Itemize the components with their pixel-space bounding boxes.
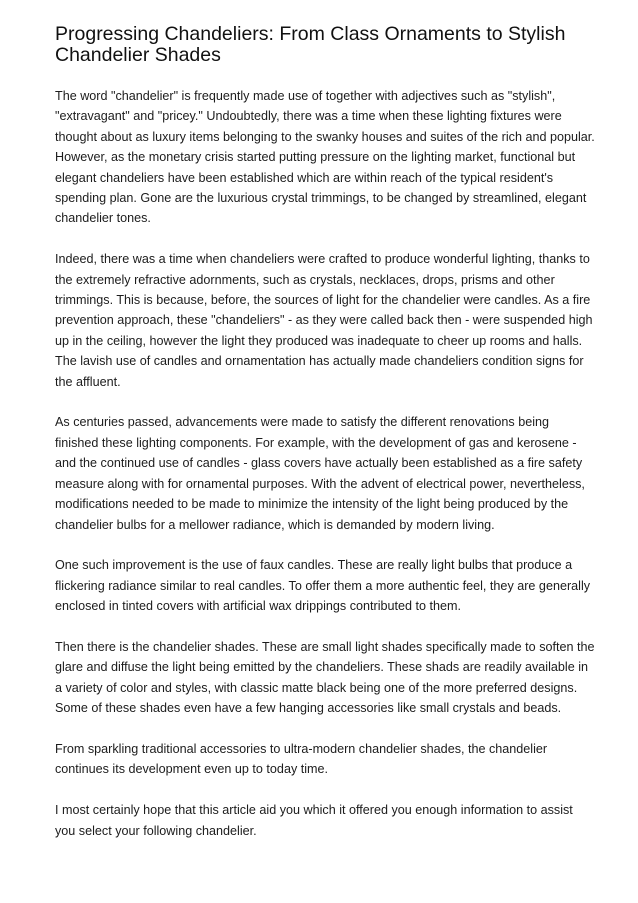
paragraph-1: The word "chandelier" is frequently made use of together with adjectives such as "stylish", "extravagant" and "pricey." Undoubtedly, there was a time when these lighting fixtures were thought about as luxury items belonging to the swanky houses and suites of the rich and popular. However, as the monetary crisis started putting pressure on the lighting market, functional but elegant chandeliers have been established which are within reach of the typical resident's spending plan. Gone are the luxurious crystal trimmings, to be changed by streamlined, elegant chandelier tones. [55, 89, 595, 226]
paragraph-2: Indeed, there was a time when chandeliers were crafted to produce wonderful lighting, thanks to the extremely refractive adornments, such as crystals, necklaces, drops, prisms and other trimmings. This is because, before, the sources of light for the chandelier were candles. As a fire prevention approach, these "chandeliers" - as they were called back then - were suspended high up in the ceiling, however the light they produced was inadequate to cheer up rooms and halls. The lavish use of candles and ornamentation has actually made chandeliers condition signs for the affluent. [55, 252, 593, 389]
paragraph-7: I most certainly hope that this article aid you which it offered you enough information to assist you select your following chandelier. [55, 803, 573, 838]
document-title: Progressing Chandeliers: From Class Ornaments to Stylish Chandelier Shades [55, 23, 566, 66]
paragraph-4: One such improvement is the use of faux candles. These are really light bulbs that produce a flickering radiance similar to real candles. To offer them a more authentic feel, they are generally enclosed in tinted covers with artificial wax drippings contributed to them. [55, 558, 591, 614]
paragraph-5: Then there is the chandelier shades. These are small light shades specifically made to soften the glare and diffuse the light being emitted by the chandeliers. These shads are readily available in a variety of color and styles, with classic matte black being one of the more preferred designs. Some of these shades even have a few hanging accessories like small crystals and beads. [55, 639, 595, 716]
paragraph-3: As centuries passed, advancements were made to satisfy the different renovations being finished these lighting components. For example, with the development of gas and kerosene - and the continued use of candles - glass covers have actually been established as a fire safety measure along with for ornamental purposes. With the advent of electrical power, nevertheless, modifications needed to be made to minimize the intensity of the light being produced by the chandelier bulbs for a mellower radiance, which is demanded by modern living. [55, 415, 585, 532]
paragraph-6: From sparkling traditional accessories to ultra-modern chandelier shades, the chandelier continues its development even up to today time. [55, 741, 548, 777]
document-page [55, 24, 595, 861]
